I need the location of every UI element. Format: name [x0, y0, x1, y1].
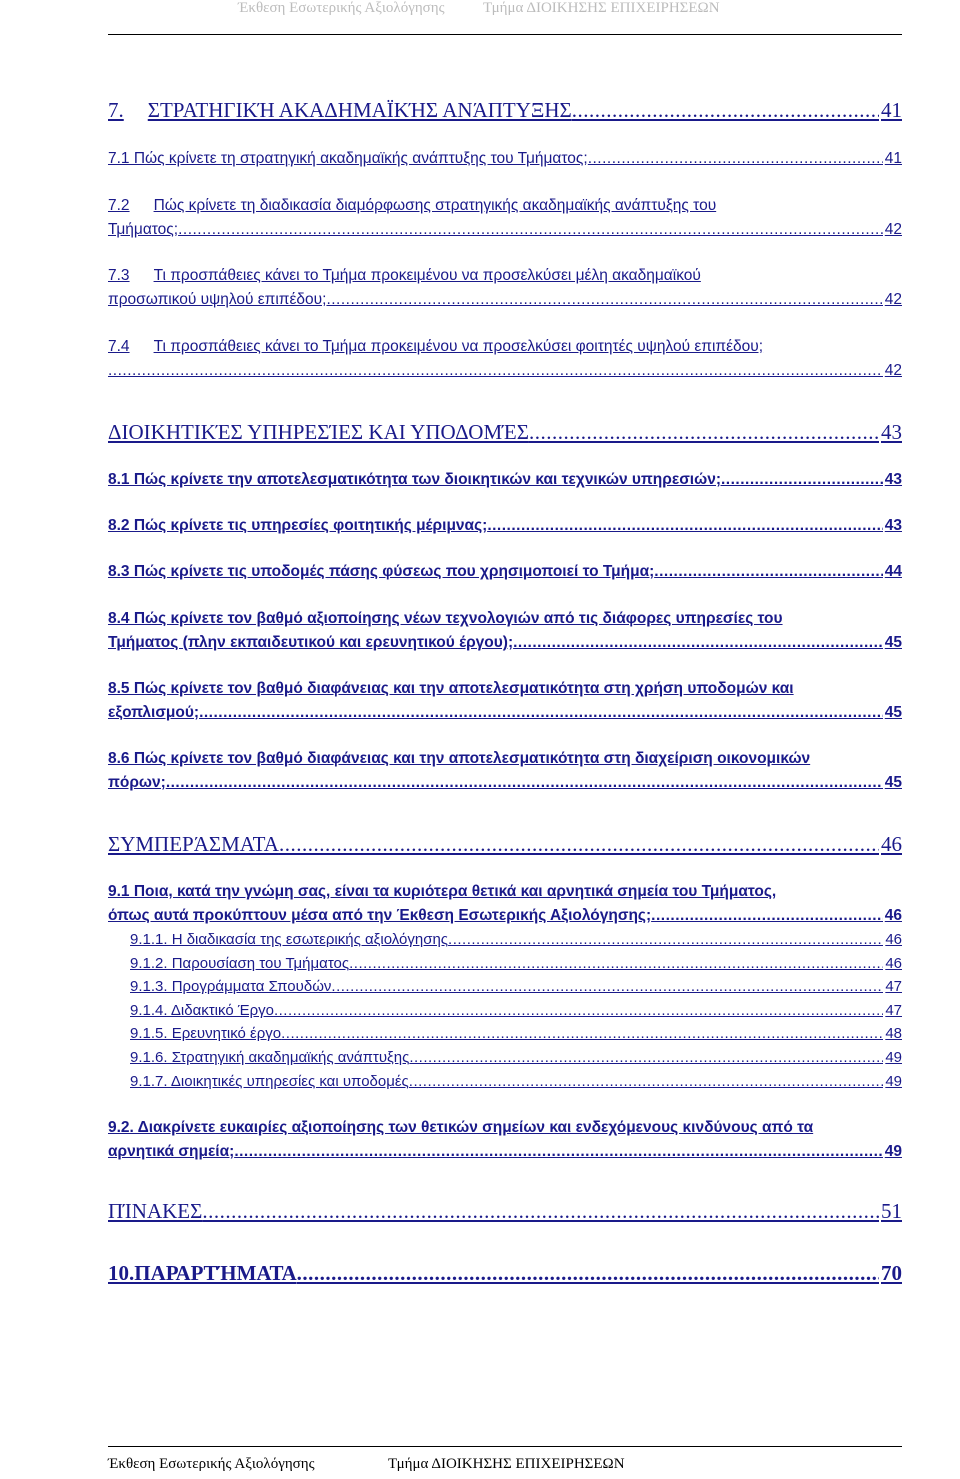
- toc-page-number: 45: [884, 774, 902, 791]
- toc-entry-title: Πώς κρίνετε τη διαδικασία διαμόρφωσης στρατηγικής ακαδημαϊκής ανάπτυξης του: [153, 197, 717, 214]
- toc-entry-8-4-line2[interactable]: [108, 634, 902, 652]
- toc-entry-title: 8.4 Πώς κρίνετε τον βαθμό αξιοποίησης νέων τεχνολογιών από τις διάφορες υπηρεσίες του: [108, 610, 783, 627]
- toc-page-number: 49: [884, 1143, 902, 1160]
- toc-page-number: 42: [884, 291, 902, 308]
- toc-entry-8-5-line2[interactable]: [108, 704, 902, 722]
- toc-entry-8-6-line1[interactable]: [108, 750, 902, 768]
- toc-page-number: 43: [884, 471, 902, 488]
- toc-entry-title-continued: όπως αυτά προκύπτουν μέσα από την Έκθεση Εσωτερικής Αξιολόγησης;: [108, 907, 652, 924]
- toc-entry-title: 8.3 Πώς κρίνετε τις υποδομές πάσης φύσεως που χρησιμοποιεί το Τμήμα;: [108, 563, 655, 580]
- toc-entry-number: 7.: [108, 98, 124, 122]
- toc-entry-title: ΔΙΟΙΚΗΤΙΚΈΣ ΥΠΗΡΕΣΊΕΣ ΚΑΙ ΥΠΟΔΟΜΈΣ: [108, 420, 529, 444]
- toc-entry-9-1-line1[interactable]: [108, 883, 902, 901]
- toc-entry-tables[interactable]: [108, 1199, 902, 1224]
- page-header: [238, 0, 838, 34]
- toc-entry-title: 9.1.7. Διοικητικές υπηρεσίες και υποδομές: [130, 1073, 409, 1090]
- toc-entry-title: 9.1.5. Ερευνητικό έργο: [130, 1025, 282, 1042]
- toc-entry-title: Τι προσπάθειες κάνει το Τμήμα προκειμένου να προσελκύσει φοιτητές υψηλού επιπέδου;: [153, 338, 764, 355]
- toc-entry-title: 8.5 Πώς κρίνετε τον βαθμό διαφάνειας και την αποτελεσματικότητα στη χρήση υποδομών και: [108, 680, 794, 697]
- toc-entry-title-continued: Τμήματος (πλην εκπαιδευτικού και ερευνητικού έργου);: [108, 634, 514, 651]
- toc-entry-title: 8.2 Πώς κρίνετε τις υπηρεσίες φοιτητικής μέριμνας;: [108, 517, 488, 534]
- toc-entry-title-continued: πόρων;: [108, 774, 166, 791]
- toc-entry-9-1-5[interactable]: [130, 1025, 902, 1042]
- footer-document-title: Έκθεση Εσωτερικής Αξιολόγησης: [108, 1456, 315, 1472]
- toc-entry-title-continued: προσωπικού υψηλού επιπέδου;: [108, 291, 327, 308]
- toc-entry-title: Τι προσπάθειες κάνει το Τμήμα προκειμένου να προσελκύσει μέλη ακαδημαϊκού: [153, 267, 701, 284]
- toc-page-number: 43: [884, 517, 902, 534]
- toc-entry-7-3-line1[interactable]: [108, 267, 902, 285]
- toc-entry-number: 7.4: [108, 338, 130, 355]
- toc-entry-9-1-2[interactable]: [130, 955, 902, 972]
- toc-entry-title: 9.1.1. Η διαδικασία της εσωτερικής αξιολόγησης: [130, 931, 449, 948]
- header-rule: [108, 34, 902, 35]
- toc-entry-9[interactable]: [108, 832, 902, 857]
- toc-entry-9-1-line2[interactable]: [108, 907, 902, 925]
- toc-entry-7-4-line2[interactable]: [108, 362, 902, 380]
- toc-entry-7-4-line1[interactable]: [108, 338, 902, 356]
- toc-page-number: 41: [881, 98, 902, 122]
- toc-entry-title: 9.1.6. Στρατηγική ακαδημαϊκής ανάπτυξης: [130, 1049, 410, 1066]
- toc-page-number: 43: [881, 420, 902, 444]
- toc-entry-8-1[interactable]: [108, 471, 902, 489]
- toc-page-number: 45: [884, 704, 902, 721]
- toc-entry-title: 9.1.4. Διδακτικό Έργο: [130, 1002, 274, 1019]
- toc-entry-8-4-line1[interactable]: [108, 610, 902, 628]
- toc-entry-title: 8.6 Πώς κρίνετε τον βαθμό διαφάνειας και την αποτελεσματικότητα στη διαχείριση οικονομικών: [108, 750, 811, 767]
- toc-page-number: 49: [885, 1049, 902, 1066]
- toc-entry-9-1-6[interactable]: [130, 1049, 902, 1066]
- footer-rule: [108, 1446, 902, 1447]
- toc-page-number: 44: [884, 563, 902, 580]
- toc-entry-8-6-line2[interactable]: [108, 774, 902, 792]
- header-document-title: Έκθεση Εσωτερικής Αξιολόγησης: [238, 0, 445, 16]
- toc-entry-8-5-line1[interactable]: [108, 680, 902, 698]
- toc-page-number: 41: [884, 150, 902, 167]
- toc-entry-7-2-line1[interactable]: [108, 197, 902, 215]
- toc-page-number: 46: [881, 832, 902, 856]
- toc-entry-9-2-line1[interactable]: [108, 1119, 902, 1137]
- footer-department: Τμήμα ΔΙΟΙΚΗΣΗΣ ΕΠΙΧΕΙΡΗΣΕΩΝ: [388, 1456, 625, 1472]
- toc-entry-7-2-line2[interactable]: [108, 221, 902, 239]
- toc-entry-title: 9.2. Διακρίνετε ευκαιρίες αξιοποίησης των θετικών σημείων και ενδεχόμενους κινδύνους από τα: [108, 1119, 814, 1136]
- toc-page-number: 49: [885, 1073, 902, 1090]
- toc-entry-title: 7.1 Πώς κρίνετε τη στρατηγική ακαδημαϊκής ανάπτυξης του Τμήματος;: [108, 150, 588, 167]
- toc-entry-title-continued: εξοπλισμού;: [108, 704, 200, 721]
- toc-entry-7-1[interactable]: [108, 150, 902, 168]
- toc-page-number: 47: [885, 1002, 902, 1019]
- toc-page-number: 45: [884, 634, 902, 651]
- toc-entry-9-2-line2[interactable]: [108, 1143, 902, 1161]
- toc-page-number: 46: [885, 955, 902, 972]
- toc-entry-number: 7.3: [108, 267, 130, 284]
- toc-entry-title: ΣΤΡΑΤΗΓΙΚΉ ΑΚΑΔΗΜΑΪΚΉΣ ΑΝΆΠΤΥΞΗΣ: [147, 98, 572, 122]
- toc-entry-title-continued: Τμήματος;: [108, 221, 179, 238]
- toc-entry-title: ΣΥΜΠΕΡΆΣΜΑΤΑ: [108, 832, 279, 856]
- toc-entry-9-1-4[interactable]: [130, 1002, 902, 1019]
- toc-entry-8-2[interactable]: [108, 517, 902, 535]
- toc-page-number: 70: [881, 1261, 902, 1285]
- toc-entry-8-3[interactable]: [108, 563, 902, 581]
- toc-entry-title: ΠΊΝΑΚΕΣ: [108, 1199, 203, 1223]
- toc-page-number: 42: [884, 362, 902, 379]
- toc-page-number: 48: [885, 1025, 902, 1042]
- toc-entry-title: 9.1.2. Παρουσίαση του Τμήματος: [130, 955, 350, 972]
- toc-entry-9-1-1[interactable]: [130, 931, 902, 948]
- toc-entry-title: 8.1 Πώς κρίνετε την αποτελεσματικότητα των διοικητικών και τεχνικών υπηρεσιών;: [108, 471, 721, 488]
- toc-entry-number: 7.2: [108, 197, 130, 214]
- toc-entry-10[interactable]: [108, 1261, 902, 1286]
- toc-entry-7-3-line2[interactable]: [108, 291, 902, 309]
- toc-entry-title: 9.1 Ποια, κατά την γνώμη σας, είναι τα κυριότερα θετικά και αρνητικά σημεία του Τμήματος,: [108, 883, 777, 900]
- toc-page-number: 42: [884, 221, 902, 238]
- toc-entry-title-continued: αρνητικά σημεία;: [108, 1143, 235, 1160]
- toc-page-number: 46: [884, 907, 902, 924]
- toc-entry-9-1-3[interactable]: [130, 978, 902, 995]
- toc-page-number: 47: [885, 978, 902, 995]
- toc-entry-9-1-7[interactable]: [130, 1073, 902, 1090]
- toc-entry-8[interactable]: [108, 420, 902, 445]
- header-department: Τμήμα ΔΙΟΙΚΗΣΗΣ ΕΠΙΧΕΙΡΗΣΕΩΝ: [483, 0, 720, 16]
- toc-page-number: 46: [885, 931, 902, 948]
- toc-entry-title: 9.1.3. Προγράμματα Σπουδών: [130, 978, 332, 995]
- toc-page-number: 51: [881, 1199, 902, 1223]
- toc-entry-7[interactable]: [108, 98, 902, 123]
- toc-entry-title: 10.ΠΑΡΑΡΤΉΜΑΤΑ: [108, 1261, 297, 1285]
